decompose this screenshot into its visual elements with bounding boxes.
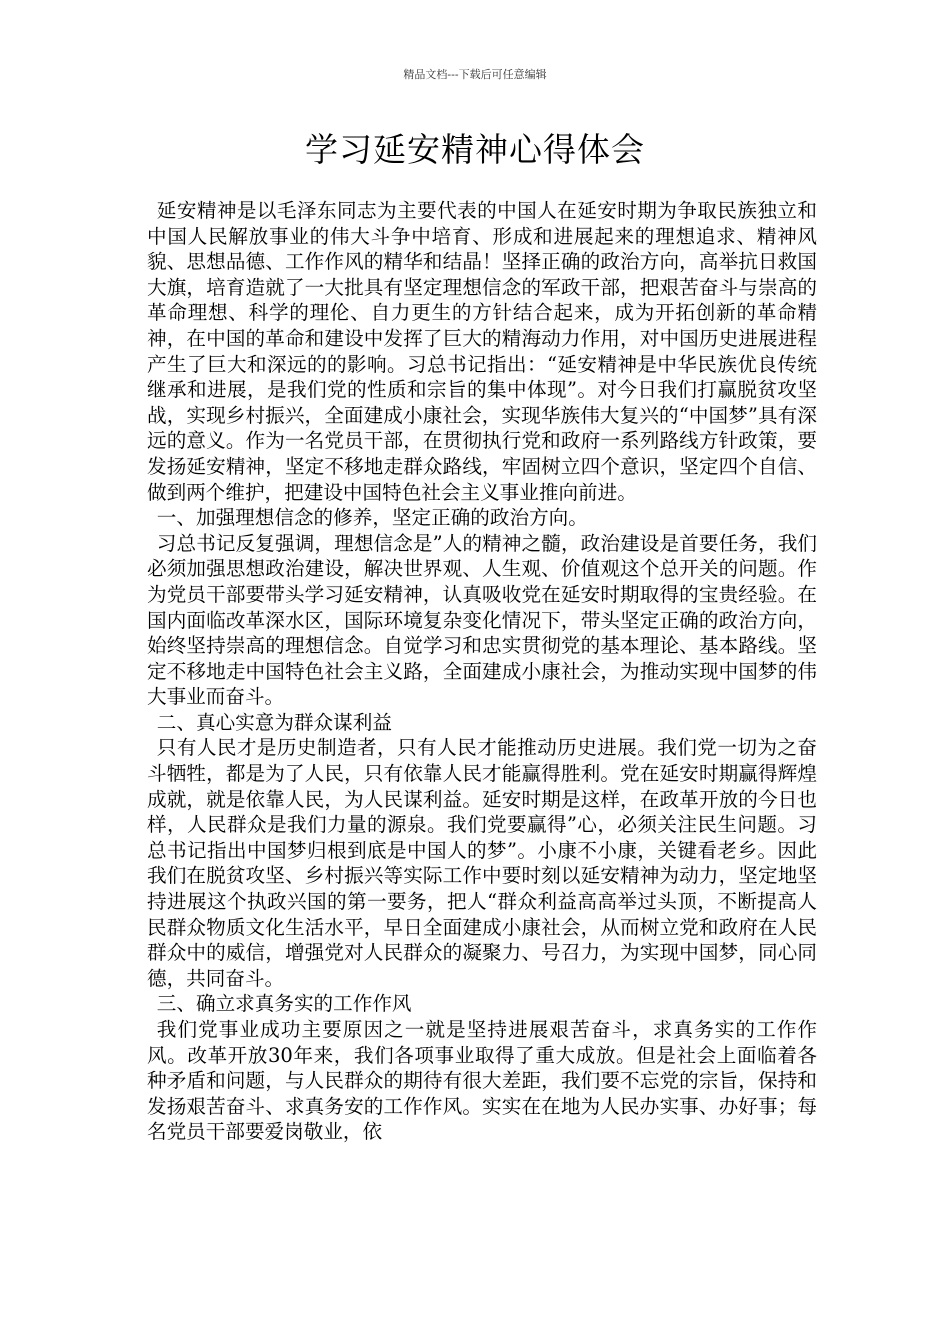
header-note: 精品文档---下载后可任意编辑 xyxy=(403,68,547,81)
section-heading-3: 三、确立求真务实的工作作风 xyxy=(156,992,412,1016)
paragraph-section-1: 习总书记反复强调，理想信念是”人的精神之髓，政治建设是首要任务，我们必须加强思想政治建设，解决世界观、人生观、价值观这个总开关的问题。作为党员干部要带头学习延安精神，认真吸收党在延安时期取得的宝贵经验。在国内面临改革深水区，国际环境复杂变化情况下，带头坚定正确的政治方向，始终坚持崇高的理想信念。自觉学习和忠实贯彻党的基本理论、基本路线。坚定不移地走中国特色社会主义路，全面建成小康社会，为推动实现中国梦的伟大事业而奋斗。 xyxy=(147,531,817,709)
document-body xyxy=(147,198,817,1145)
paragraph-intro: 延安精神是以毛泽东同志为主要代表的中国人在延安时期为争取民族独立和中国人民解放事业的伟大斗争中培育、形成和进展起来的理想追求、精神风貌、思想品德、工作作风的精华和结晶！坚择正确的政治方向，高举抗日救国大旗，培育造就了一大批具有坚定理想信念的军政干部，把艰苦奋斗与崇高的革命理想、科学的理伦、自力更生的方针结合起来，成为开拓创新的革命精神，在中国的革命和建设中发挥了巨大的精海动力作用，对中国历史进展进程产生了巨大和深远的的影响。习总书记指出：“延安精神是中华民族优良传统继承和进展，是我们党的性质和宗旨的集中体现”。对今日我们打赢脱贫攻坚战，实现乡村振兴，全面建成小康社会，实现华族伟大复兴的“中国梦”具有深远的意义。作为一名党员干部，在贯彻执行党和政府一系列路线方针政策，要发扬延安精神，坚定不移地走群众路线，牢固树立四个意识，坚定四个自信、做到两个维护，把建设中国特色社会主义事业推向前进。 xyxy=(147,199,817,504)
section-heading-1: 一、加强理想信念的修养，坚定正确的政治方向。 xyxy=(156,506,588,530)
document-title: 学习延安精神心得体会 xyxy=(305,130,645,169)
section-heading-2: 二、真心实意为群众谋利益 xyxy=(156,710,392,734)
paragraph-section-3: 我们党事业成功主要原因之一就是坚持进展艰苦奋斗，求真务实的工作作风。改革开放30年来，我们各项事业取得了重大成放。但是社会上面临着各种矛盾和问题，与人民群众的期待有很大差距，我们要不忘党的宗旨，保持和发扬艰苦奋斗、求真务安的工作作风。实实在在地为人民办实事、办好事；每名党员干部要爱岗敬业，依 xyxy=(147,1018,817,1144)
paragraph-section-2: 只有人民才是历史制造者，只有人民才能推动历史进展。我们党一切为之奋斗牺牲，都是为了人民，只有依靠人民才能赢得胜利。党在延安时期赢得辉煌成就，就是依靠人民，为人民谋利益。延安时期是这样，在政革开放的今日也样，人民群众是我们力量的源泉。我们党要赢得”心，必须关注民生问题。习总书记指出中国梦归根到底是中国人的梦”。小康不小康，关键看老乡。因此我们在脱贫攻坚、乡村振兴等实际工作中要时刻以延安精神为动力，坚定地坚持进展这个执政兴国的第一要务，把人“群众利益高高举过头顶，不断提高人民群众物质文化生活水平，早日全面建成小康社会，从而树立党和政府在人民群众中的威信，增强党对人民群众的凝聚力、号召力，为实现中国梦，同心同德，共同奋斗。 xyxy=(147,736,817,990)
